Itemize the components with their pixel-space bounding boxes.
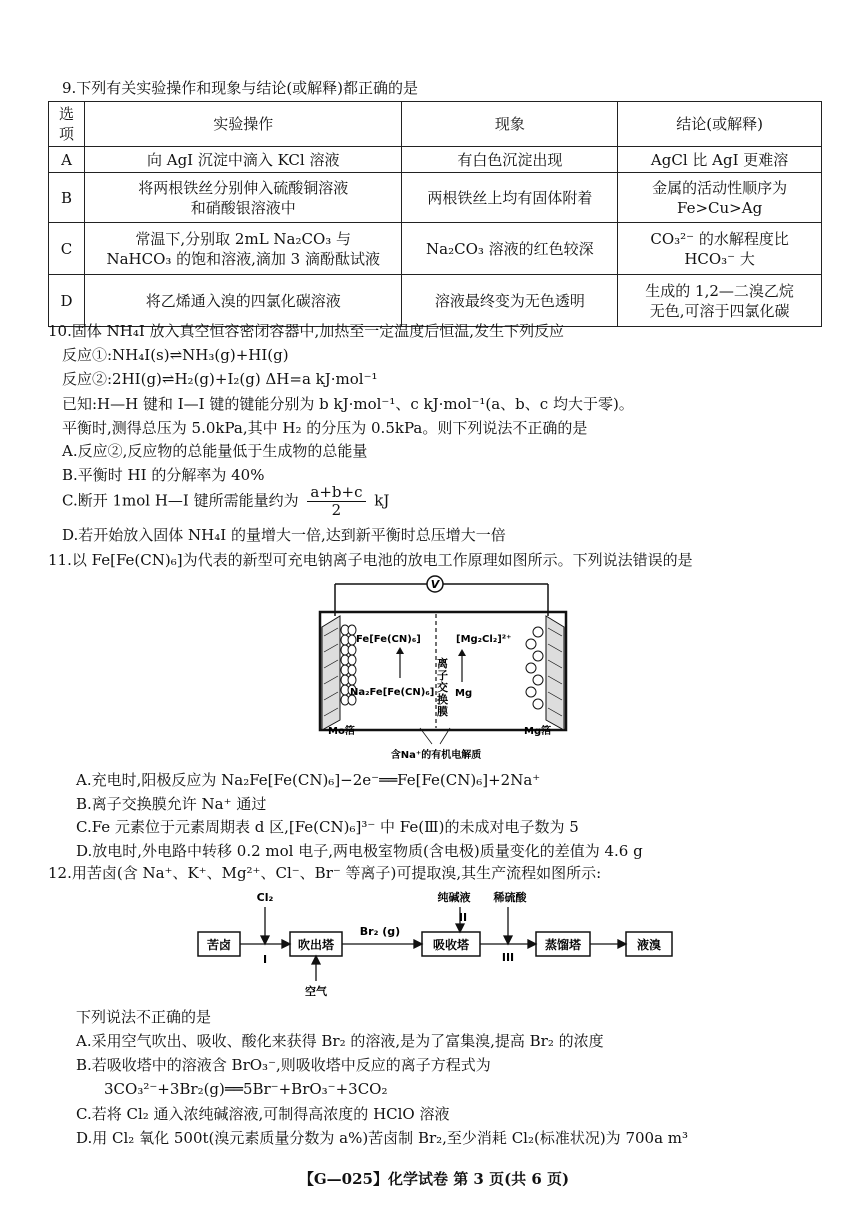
option-c-text: C.断开 1mol H—I 键所需能量约为 bbox=[62, 491, 299, 510]
cell-text: 将乙烯通入溴的四氯化碳溶液 bbox=[145, 291, 341, 310]
q12-option-a: A.采用空气吹出、吸收、酸化来获得 Br₂ 的溶液,是为了富集溴,提高 Br₂ 的浓度 bbox=[76, 1032, 604, 1050]
step-2-label: II bbox=[458, 911, 468, 924]
cell-text: 常温下,分别取 2mL Na₂CO₃ 与 bbox=[135, 229, 352, 248]
cell-text: HCO₃⁻ 大 bbox=[684, 249, 755, 268]
cell-text: Na₂CO₃ 溶液的红色较深 bbox=[426, 239, 594, 258]
fraction bbox=[307, 484, 365, 519]
box-label: 苦卤 bbox=[206, 938, 232, 952]
fraction-denominator: 2 bbox=[331, 501, 342, 519]
cell-text: 将两根铁丝分别伸入硫酸铜溶液 bbox=[138, 178, 349, 197]
header-option: 选项 bbox=[49, 102, 85, 147]
cell-text: 溶液最终变为无色透明 bbox=[434, 291, 585, 310]
left-bottom-species: Na₂Fe[Fe(CN)₆] bbox=[350, 687, 435, 698]
cell-text: AgCl 比 AgI 更难溶 bbox=[650, 150, 789, 169]
row-option: A bbox=[49, 147, 85, 173]
acid-label: 稀硫酸 bbox=[493, 891, 527, 904]
voltmeter-label: V bbox=[430, 578, 440, 591]
cell-text: 和硝酸银溶液中 bbox=[190, 198, 296, 217]
cell-text: NaHCO₃ 的饱和溶液,滴加 3 滴酚酞试液 bbox=[106, 249, 380, 268]
q11-option-d: D.放电时,外电路中转移 0.2 mol 电子,两电极室物质(含电极)质量变化的差值为 4.6 g bbox=[76, 842, 643, 860]
q10-reaction-2: 反应②:2HI(g)⇌H₂(g)+I₂(g) ΔH=a kJ·mol⁻¹ bbox=[62, 370, 378, 388]
cl2-label: Cl₂ bbox=[256, 891, 274, 904]
soda-label: 纯碱液 bbox=[437, 891, 471, 904]
row-option: B bbox=[49, 173, 85, 223]
q11-stem: 11.以 Fe[Fe(CN)₆]为代表的新型可充电钠离子电池的放电工作原理如图所示。下列说法错误的是 bbox=[48, 551, 693, 569]
air-label: 空气 bbox=[305, 985, 327, 998]
box-label: 液溴 bbox=[636, 938, 662, 952]
row-operation bbox=[84, 275, 402, 327]
row-option: D bbox=[49, 275, 85, 327]
table-row bbox=[49, 147, 822, 173]
box-label: 吹出塔 bbox=[297, 938, 335, 952]
q11-option-b: B.离子交换膜允许 Na⁺ 通过 bbox=[76, 795, 267, 813]
q12-question: 下列说法不正确的是 bbox=[76, 1008, 212, 1026]
row-phenomenon bbox=[402, 147, 618, 173]
row-phenomenon bbox=[402, 223, 618, 275]
br2-label: Br₂ (g) bbox=[359, 925, 401, 938]
membrane-label bbox=[437, 656, 448, 718]
svg-text:离: 离 bbox=[437, 657, 448, 670]
svg-text:子: 子 bbox=[437, 669, 448, 682]
page-footer: 【G—025】化学试卷 第 3 页(共 6 页) bbox=[298, 1170, 570, 1188]
right-foil-label: Mg箔 bbox=[524, 726, 552, 737]
svg-text:膜: 膜 bbox=[437, 705, 448, 718]
table-header-row bbox=[49, 102, 822, 147]
q10-option-a: A.反应②,反应物的总能量低于生成物的总能量 bbox=[62, 442, 368, 460]
q10-option-b: B.平衡时 HI 的分解率为 40% bbox=[62, 466, 265, 484]
cell-text: 两根铁丝上均有固体附着 bbox=[427, 188, 593, 207]
mg-foil-electrode bbox=[546, 616, 564, 730]
q10-known: 已知:H—H 键和 I—I 键的键能分别为 b kJ·mol⁻¹、c kJ·mol⁻¹(a、b、c 均大于零)。 bbox=[62, 395, 634, 413]
q10-option-d: D.若开始放入固体 NH₄I 的量增大一倍,达到新平衡时总压增大一倍 bbox=[62, 526, 506, 544]
right-bottom-species: Mg bbox=[455, 688, 473, 699]
left-top-species: Fe[Fe(CN)₆] bbox=[356, 634, 421, 645]
q10-option-c bbox=[62, 484, 389, 519]
row-operation bbox=[84, 223, 402, 275]
row-option: C bbox=[49, 223, 85, 275]
cell-text: 向 AgI 沉淀中滴入 KCl 溶液 bbox=[146, 150, 340, 169]
q12-option-b-equation: 3CO₃²⁻+3Br₂(g)══5Br⁻+BrO₃⁻+3CO₂ bbox=[104, 1080, 388, 1098]
q12-option-d: D.用 Cl₂ 氧化 500t(溴元素质量分数为 a%)苦卤制 Br₂,至少消耗 Cl₂(标准状况)为 700a m³ bbox=[76, 1129, 689, 1147]
row-conclusion bbox=[618, 223, 822, 275]
cell-text: 无色,可溶于四氯化碳 bbox=[649, 301, 790, 320]
svg-text:交: 交 bbox=[437, 681, 448, 694]
cell-text: 金属的活动性顺序为 bbox=[652, 178, 788, 197]
q11-option-c: C.Fe 元素位于元素周期表 d 区,[Fe(CN)₆]³⁻ 中 Fe(Ⅲ)的未成对电子数为 5 bbox=[76, 818, 579, 836]
cell-text: 生成的 1,2—二溴乙烷 bbox=[645, 281, 794, 300]
q10-reaction-1: 反应①:NH₄I(s)⇌NH₃(g)+HI(g) bbox=[62, 346, 289, 364]
q12-stem: 12.用苦卤(含 Na⁺、K⁺、Mg²⁺、Cl⁻、Br⁻ 等离子)可提取溴,其生产流程如图所示: bbox=[48, 864, 602, 882]
q11-option-a: A.充电时,阳极反应为 Na₂Fe[Fe(CN)₆]−2e⁻══Fe[Fe(CN)₆]+2Na⁺ bbox=[76, 771, 541, 789]
box-label: 吸收塔 bbox=[432, 938, 470, 952]
table-row bbox=[49, 223, 822, 275]
row-phenomenon bbox=[402, 173, 618, 223]
header-phenomenon: 现象 bbox=[402, 102, 618, 147]
q12-option-b: B.若吸收塔中的溶液含 BrO₃⁻,则吸收塔中反应的离子方程式为 bbox=[76, 1056, 491, 1074]
left-foil-label: Mo箔 bbox=[328, 726, 355, 737]
right-top-species: [Mg₂Cl₂]²⁺ bbox=[456, 634, 512, 645]
row-operation bbox=[84, 147, 402, 173]
table-row bbox=[49, 275, 822, 327]
mo-foil-electrode bbox=[322, 616, 340, 730]
step-1-label: I bbox=[262, 953, 268, 966]
q10-condition: 平衡时,测得总压为 5.0kPa,其中 H₂ 的分压为 0.5kPa。则下列说法不正确的是 bbox=[62, 419, 588, 437]
header-conclusion: 结论(或解释) bbox=[618, 102, 822, 147]
row-conclusion bbox=[618, 173, 822, 223]
q10-stem: 10.固体 NH₄I 放入真空恒容密闭容器中,加热至一定温度后恒温,发生下列反应 bbox=[48, 322, 565, 340]
step-3-label: III bbox=[501, 951, 515, 964]
electrolyte-label: 含Na⁺的有机电解质 bbox=[390, 750, 482, 761]
option-c-unit: kJ bbox=[374, 491, 390, 510]
q12-option-c: C.若将 Cl₂ 通入浓纯碱溶液,可制得高浓度的 HClO 溶液 bbox=[76, 1105, 450, 1123]
battery-diagram bbox=[300, 572, 590, 767]
header-operation: 实验操作 bbox=[84, 102, 402, 147]
cell-text: Fe>Cu>Ag bbox=[677, 198, 763, 217]
svg-text:换: 换 bbox=[437, 693, 448, 706]
q9-stem: 9.下列有关实验操作和现象与结论(或解释)都正确的是 bbox=[62, 79, 419, 97]
row-conclusion bbox=[618, 147, 822, 173]
right-particles bbox=[526, 627, 543, 709]
row-conclusion bbox=[618, 275, 822, 327]
row-phenomenon bbox=[402, 275, 618, 327]
table-row bbox=[49, 173, 822, 223]
fraction-numerator: a+b+c bbox=[307, 484, 365, 502]
q9-table bbox=[48, 101, 822, 327]
cell-text: 有白色沉淀出现 bbox=[457, 150, 563, 169]
box-label: 蒸馏塔 bbox=[544, 938, 582, 952]
cell-text: CO₃²⁻ 的水解程度比 bbox=[650, 229, 789, 248]
row-operation bbox=[84, 173, 402, 223]
bromine-flowchart bbox=[190, 885, 690, 1000]
